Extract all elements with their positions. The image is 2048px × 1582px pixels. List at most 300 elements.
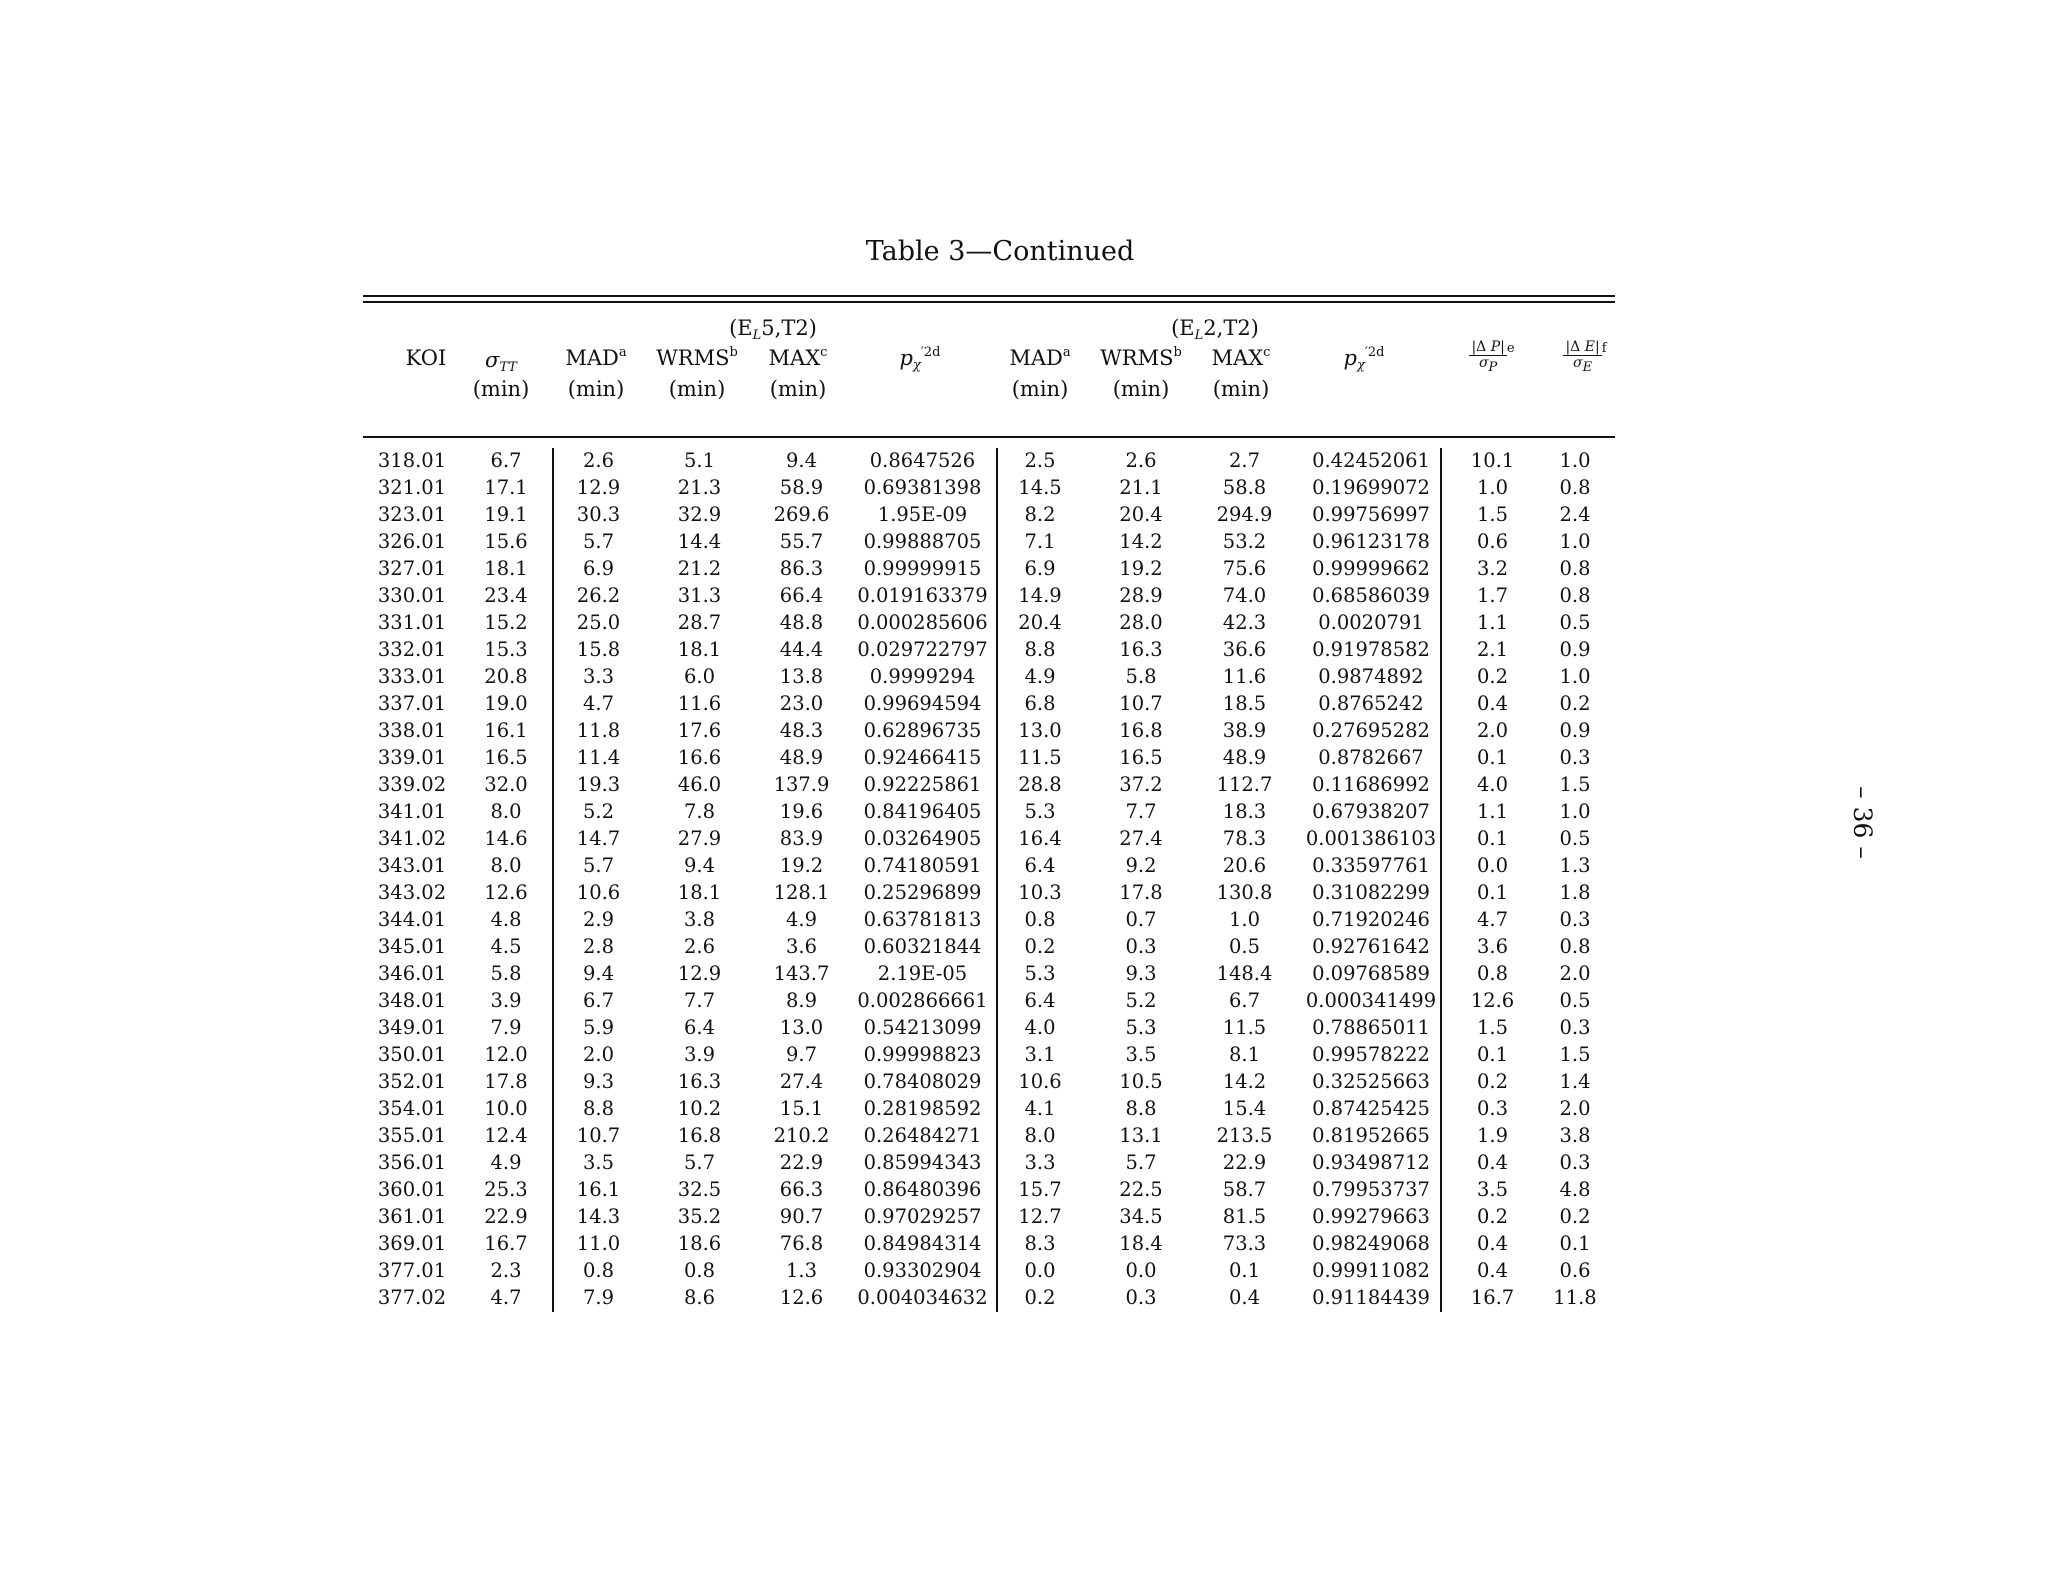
table-cell: 32.0	[484, 773, 528, 796]
table-cell: 4.9	[1024, 665, 1056, 688]
table-cell: 14.5	[1018, 476, 1062, 499]
table-cell: 1.5	[1559, 1043, 1591, 1066]
table-cell: 4.8	[1559, 1178, 1591, 1201]
table-cell: 2.0	[1476, 719, 1508, 742]
table-cell: 2.0	[1559, 1097, 1591, 1120]
table-row	[363, 1203, 1615, 1230]
table-cell: 0.1	[1476, 1043, 1508, 1066]
table-cell: 14.9	[1018, 584, 1062, 607]
table-cell: 1.0	[1559, 665, 1591, 688]
table-cell: 58.7	[1222, 1178, 1267, 1201]
table-cell: 4.1	[1024, 1097, 1056, 1120]
table-cell: 5.3	[1125, 1016, 1157, 1039]
table-cell: 19.2	[1119, 557, 1163, 580]
table-cell: 19.2	[779, 854, 824, 877]
table-cell: 0.92466415	[863, 746, 982, 769]
table-row	[363, 582, 1615, 609]
table-cell: 1.9	[1476, 1124, 1508, 1147]
table-cell: 8.0	[490, 854, 522, 877]
table-cell: 1.0	[1559, 530, 1591, 553]
table-cell: 0.78408029	[863, 1070, 982, 1093]
table-cell: 20.6	[1222, 854, 1267, 877]
table-cell: 2.8	[582, 935, 614, 958]
data-table	[363, 447, 1615, 1311]
table-cell: 12.4	[484, 1124, 528, 1147]
table-cell: 22.5	[1119, 1178, 1163, 1201]
table-row	[363, 1095, 1615, 1122]
table-cell: 0.001386103	[1305, 827, 1437, 850]
table-cell: 16.6	[677, 746, 722, 769]
koi-cell: 356.01	[377, 1151, 447, 1174]
table-cell: 10.0	[484, 1097, 528, 1120]
table-cell: 0.97029257	[863, 1205, 982, 1228]
table-cell: 34.5	[1119, 1205, 1163, 1228]
table-cell: 2.6	[1125, 449, 1157, 472]
table-cell: 5.8	[490, 962, 522, 985]
table-cell: 14.4	[677, 530, 722, 553]
table-cell: 15.1	[779, 1097, 824, 1120]
header-wrms-1: WRMS$^b$	[656, 345, 738, 370]
table-cell: 3.5	[1476, 1178, 1508, 1201]
table-cell: 0.42452061	[1312, 449, 1430, 472]
table-cell: 5.7	[582, 854, 614, 877]
table-cell: 4.7	[582, 692, 614, 715]
header-wrms-2: WRMS$^b$	[1100, 345, 1182, 370]
table-cell: 0.3	[1559, 908, 1591, 931]
table-cell: 17.8	[484, 1070, 528, 1093]
table-cell: 5.3	[1024, 800, 1056, 823]
table-cell: 0.3	[1125, 935, 1157, 958]
table-cell: 0.8	[1559, 935, 1591, 958]
table-cell: 0.019163379	[857, 584, 988, 607]
table-cell: 0.4	[1476, 1232, 1508, 1255]
table-cell: 1.5	[1476, 503, 1508, 526]
table-cell: 10.5	[1119, 1070, 1163, 1093]
koi-cell: 352.01	[377, 1070, 447, 1093]
table-cell: 3.2	[1476, 557, 1508, 580]
table-cell: 3.9	[490, 989, 522, 1012]
table-cell: 20.4	[1018, 611, 1062, 634]
koi-cell: 341.02	[377, 827, 447, 850]
table-cell: 0.4	[1228, 1286, 1260, 1309]
table-cell: 0.4	[1476, 1259, 1508, 1282]
table-cell: 3.6	[785, 935, 817, 958]
table-cell: 14.2	[1119, 530, 1163, 553]
table-cell: 22.9	[779, 1151, 824, 1174]
table-cell: 0.27695282	[1312, 719, 1430, 742]
table-cell: 2.7	[1228, 449, 1260, 472]
table-cell: 0.60321844	[863, 935, 982, 958]
table-cell: 5.1	[683, 449, 715, 472]
table-cell: 46.0	[677, 773, 722, 796]
header-p-chi-2: $p_\chi^{'2d}$	[1343, 345, 1385, 373]
table-cell: 0.8	[1559, 584, 1591, 607]
koi-cell: 369.01	[377, 1232, 447, 1255]
table-cell: 1.0	[1559, 449, 1591, 472]
table-cell: 0.5	[1559, 827, 1591, 850]
table-cell: 6.9	[1024, 557, 1056, 580]
table-cell: 4.0	[1476, 773, 1508, 796]
table-cell: 9.2	[1125, 854, 1157, 877]
table-cell: 5.7	[683, 1151, 715, 1174]
table-cell: 2.4	[1559, 503, 1591, 526]
table-cell: 0.0020791	[1318, 611, 1424, 634]
table-cell: 16.1	[484, 719, 528, 742]
table-cell: 16.7	[1470, 1286, 1515, 1309]
table-cell: 28.0	[1119, 611, 1163, 634]
header-sigma-tt-unit: (min)	[472, 377, 530, 401]
table-cell: 6.8	[1024, 692, 1056, 715]
table-cell: 0.74180591	[863, 854, 982, 877]
table-cell: 0.84984314	[863, 1232, 982, 1255]
table-cell: 213.5	[1216, 1124, 1273, 1147]
table-cell: 21.1	[1119, 476, 1163, 499]
table-cell: 55.7	[779, 530, 824, 553]
table-cell: 12.6	[484, 881, 528, 904]
table-cell: 2.0	[1559, 962, 1591, 985]
table-cell: 13.8	[779, 665, 824, 688]
koi-cell: 318.01	[377, 449, 447, 472]
koi-cell: 350.01	[377, 1043, 447, 1066]
table-cell: 0.8	[1559, 476, 1591, 499]
header-delta-p: $\frac{\text{|Δ P|}}{\sigma_P}$ $^e$	[1471, 339, 1515, 375]
table-cell: 12.9	[677, 962, 722, 985]
table-cell: 10.7	[576, 1124, 621, 1147]
table-cell: 12.0	[484, 1043, 528, 1066]
table-cell: 8.8	[582, 1097, 614, 1120]
table-cell: 2.1	[1476, 638, 1508, 661]
table-cell: 48.3	[779, 719, 824, 742]
table-row	[363, 555, 1615, 582]
table-cell: 0.99279663	[1312, 1205, 1430, 1228]
table-cell: 16.4	[1018, 827, 1062, 850]
table-cell: 0.2	[1559, 692, 1591, 715]
table-cell: 0.8	[582, 1259, 614, 1282]
koi-cell: 345.01	[377, 935, 447, 958]
table-cell: 18.5	[1222, 692, 1267, 715]
table-cell: 0.03264905	[863, 827, 982, 850]
table-cell: 8.6	[683, 1286, 715, 1309]
table-row	[363, 906, 1615, 933]
table-cell: 16.8	[1119, 719, 1163, 742]
table-cell: 86.3	[779, 557, 824, 580]
table-row	[363, 879, 1615, 906]
table-cell: 0.2	[1476, 1205, 1508, 1228]
koi-cell: 377.02	[377, 1286, 447, 1309]
table-cell: 0.4	[1476, 692, 1508, 715]
table-cell: 0.8765242	[1318, 692, 1424, 715]
table-cell: 8.0	[1024, 1124, 1056, 1147]
table-cell: 0.3	[1559, 1016, 1591, 1039]
table-cell: 6.7	[1228, 989, 1260, 1012]
table-cell: 0.3	[1476, 1097, 1508, 1120]
table-cell: 0.62896735	[863, 719, 982, 742]
table-cell: 130.8	[1216, 881, 1273, 904]
header-koi: KOI	[405, 346, 447, 370]
table-cell: 19.1	[484, 503, 528, 526]
table-cell: 44.4	[779, 638, 824, 661]
table-cell: 10.3	[1018, 881, 1062, 904]
table-cell: 0.91978582	[1312, 638, 1430, 661]
table-cell: 73.3	[1222, 1232, 1267, 1255]
table-cell: 0.8	[683, 1259, 715, 1282]
table-cell: 0.1	[1476, 827, 1508, 850]
table-cell: 0.3	[1125, 1286, 1157, 1309]
table-cell: 1.95E-09	[877, 503, 968, 526]
koi-cell: 330.01	[377, 584, 447, 607]
table-cell: 0.6	[1476, 530, 1508, 553]
table-cell: 0.002866661	[857, 989, 988, 1012]
table-cell: 75.6	[1222, 557, 1267, 580]
table-cell: 58.9	[779, 476, 824, 499]
table-cell: 27.4	[779, 1070, 824, 1093]
table-row	[363, 609, 1615, 636]
table-cell: 11.0	[576, 1232, 621, 1255]
table-cell: 22.9	[484, 1205, 528, 1228]
table-cell: 0.92761642	[1312, 935, 1430, 958]
table-cell: 0.2	[1559, 1205, 1591, 1228]
table-row	[363, 1122, 1615, 1149]
table-cell: 0.4	[1476, 1151, 1508, 1174]
header-max-2-unit: (min)	[1212, 377, 1270, 401]
table-cell: 6.4	[1024, 854, 1056, 877]
table-cell: 37.2	[1119, 773, 1163, 796]
table-cell: 0.6	[1559, 1259, 1591, 1282]
table-cell: 1.1	[1476, 611, 1508, 634]
table-cell: 16.8	[677, 1124, 722, 1147]
table-cell: 0.8647526	[869, 449, 976, 472]
header-max-2: MAX$^c$	[1211, 345, 1271, 370]
top-double-rule-2	[363, 301, 1615, 303]
table-cell: 0.93302904	[863, 1259, 982, 1282]
table-cell: 0.2	[1476, 1070, 1508, 1093]
header-max-1: MAX$^c$	[768, 345, 828, 370]
table-cell: 0.25296899	[863, 881, 982, 904]
table-cell: 32.9	[677, 503, 722, 526]
table-cell: 66.4	[779, 584, 824, 607]
table-cell: 10.2	[677, 1097, 722, 1120]
table-cell: 6.4	[683, 1016, 715, 1039]
table-cell: 16.5	[484, 746, 528, 769]
table-cell: 25.3	[484, 1178, 528, 1201]
koi-cell: 348.01	[377, 989, 447, 1012]
koi-cell: 339.01	[377, 746, 447, 769]
table-cell: 210.2	[773, 1124, 830, 1147]
table-cell: 0.92225861	[863, 773, 982, 796]
table-cell: 18.6	[677, 1232, 722, 1255]
table-cell: 0.1	[1559, 1232, 1591, 1255]
table-row	[363, 1068, 1615, 1095]
table-cell: 0.67938207	[1312, 800, 1430, 823]
table-cell: 6.7	[582, 989, 614, 1012]
table-cell: 3.3	[582, 665, 614, 688]
table-cell: 12.6	[779, 1286, 824, 1309]
table-cell: 11.8	[1553, 1286, 1597, 1309]
table-cell: 12.7	[1018, 1205, 1062, 1228]
table-cell: 27.9	[677, 827, 722, 850]
table-cell: 18.1	[677, 638, 722, 661]
table-cell: 17.1	[484, 476, 528, 499]
table-cell: 5.2	[582, 800, 614, 823]
table-cell: 3.5	[582, 1151, 614, 1174]
table-cell: 143.7	[773, 962, 830, 985]
koi-cell: 332.01	[377, 638, 447, 661]
table-cell: 0.99999662	[1312, 557, 1430, 580]
table-cell: 112.7	[1216, 773, 1273, 796]
table-cell: 1.8	[1559, 881, 1591, 904]
table-cell: 28.9	[1119, 584, 1163, 607]
table-cell: 76.8	[779, 1232, 824, 1255]
table-row	[363, 825, 1615, 852]
table-cell: 3.8	[1559, 1124, 1591, 1147]
table-row	[363, 852, 1615, 879]
table-cell: 3.8	[683, 908, 715, 931]
table-cell: 0.9999294	[869, 665, 976, 688]
table-cell: 0.96123178	[1312, 530, 1430, 553]
table-cell: 0.99694594	[863, 692, 982, 715]
koi-cell: 337.01	[377, 692, 447, 715]
table-cell: 11.6	[1222, 665, 1267, 688]
table-cell: 3.5	[1125, 1043, 1157, 1066]
table-cell: 2.0	[582, 1043, 614, 1066]
table-cell: 19.6	[779, 800, 824, 823]
table-cell: 9.7	[785, 1043, 817, 1066]
table-cell: 4.9	[490, 1151, 522, 1174]
table-cell: 27.4	[1119, 827, 1163, 850]
table-cell: 48.8	[779, 611, 824, 634]
table-cell: 31.3	[677, 584, 722, 607]
table-cell: 3.3	[1024, 1151, 1056, 1174]
table-cell: 0.9874892	[1318, 665, 1424, 688]
table-row	[363, 447, 1615, 474]
table-cell: 0.9	[1559, 719, 1591, 742]
table-cell: 2.6	[582, 449, 614, 472]
table-cell: 0.2	[1024, 1286, 1056, 1309]
table-cell: 17.6	[677, 719, 722, 742]
table-row	[363, 1284, 1615, 1311]
table-cell: 0.004034632	[857, 1286, 988, 1309]
table-cell: 90.7	[779, 1205, 824, 1228]
table-row	[363, 528, 1615, 555]
table-cell: 137.9	[773, 773, 830, 796]
table-cell: 0.0	[1024, 1259, 1056, 1282]
table-cell: 19.0	[484, 692, 528, 715]
table-cell: 11.4	[576, 746, 621, 769]
table-row	[363, 1176, 1615, 1203]
table-cell: 28.8	[1018, 773, 1062, 796]
table-cell: 0.8	[1024, 908, 1056, 931]
table-cell: 0.31082299	[1312, 881, 1430, 904]
table-cell: 0.79953737	[1312, 1178, 1430, 1201]
table-cell: 0.93498712	[1312, 1151, 1430, 1174]
table-cell: 9.4	[683, 854, 715, 877]
table-cell: 9.3	[582, 1070, 614, 1093]
table-cell: 16.3	[1119, 638, 1163, 661]
table-cell: 15.7	[1018, 1178, 1062, 1201]
header-mad-1: MAD$^a$	[565, 345, 627, 370]
header-wrms-1-unit: (min)	[668, 377, 726, 401]
table-cell: 0.09768589	[1312, 962, 1430, 985]
table-cell: 1.1	[1476, 800, 1508, 823]
table-cell: 0.3	[1559, 1151, 1591, 1174]
table-cell: 10.6	[1018, 1070, 1062, 1093]
table-cell: 16.1	[576, 1178, 621, 1201]
table-cell: 4.0	[1024, 1016, 1056, 1039]
table-cell: 0.68586039	[1312, 584, 1430, 607]
table-cell: 17.8	[1119, 881, 1163, 904]
table-cell: 5.2	[1125, 989, 1157, 1012]
table-cell: 7.9	[490, 1016, 522, 1039]
koi-cell: 331.01	[377, 611, 447, 634]
table-cell: 0.99998823	[863, 1043, 982, 1066]
table-row	[363, 960, 1615, 987]
table-cell: 11.8	[576, 719, 621, 742]
table-cell: 5.8	[1125, 665, 1157, 688]
table-cell: 1.3	[1559, 854, 1591, 877]
table-cell: 11.5	[1018, 746, 1062, 769]
table-cell: 2.19E-05	[877, 962, 968, 985]
table-cell: 2.3	[490, 1259, 522, 1282]
koi-cell: 338.01	[377, 719, 447, 742]
table-cell: 7.8	[683, 800, 715, 823]
table-cell: 53.2	[1222, 530, 1267, 553]
table-cell: 28.7	[677, 611, 722, 634]
table-cell: 35.2	[677, 1205, 722, 1228]
table-row	[363, 501, 1615, 528]
table-caption: Table 3—Continued	[865, 236, 1135, 267]
table-cell: 15.3	[484, 638, 528, 661]
table-cell: 4.5	[490, 935, 522, 958]
table-cell: 2.5	[1024, 449, 1056, 472]
table-row	[363, 1041, 1615, 1068]
table-cell: 8.2	[1024, 503, 1056, 526]
table-cell: 11.5	[1222, 1016, 1267, 1039]
koi-cell: 346.01	[377, 962, 447, 985]
table-row	[363, 987, 1615, 1014]
table-row	[363, 1257, 1615, 1284]
table-cell: 0.2	[1024, 935, 1056, 958]
table-cell: 32.5	[677, 1178, 722, 1201]
table-cell: 16.7	[484, 1232, 528, 1255]
table-cell: 3.6	[1476, 935, 1508, 958]
koi-cell: 321.01	[377, 476, 447, 499]
header-mad-2: MAD$^a$	[1009, 345, 1071, 370]
koi-cell: 327.01	[377, 557, 447, 580]
table-cell: 10.6	[576, 881, 621, 904]
table-cell: 1.0	[1228, 908, 1260, 931]
table-cell: 12.6	[1470, 989, 1515, 1012]
table-cell: 0.1	[1476, 746, 1508, 769]
table-cell: 0.5	[1228, 935, 1260, 958]
table-cell: 15.4	[1222, 1097, 1267, 1120]
koi-cell: 361.01	[377, 1205, 447, 1228]
table-cell: 13.0	[779, 1016, 824, 1039]
table-cell: 0.0	[1125, 1259, 1157, 1282]
table-cell: 1.0	[1476, 476, 1508, 499]
table-cell: 14.7	[576, 827, 621, 850]
table-cell: 0.26484271	[863, 1124, 982, 1147]
table-cell: 0.000285606	[857, 611, 988, 634]
table-body	[363, 447, 1615, 1311]
table-cell: 36.6	[1222, 638, 1267, 661]
table-cell: 0.98249068	[1312, 1232, 1430, 1255]
table-cell: 58.8	[1222, 476, 1267, 499]
table-cell: 26.2	[576, 584, 621, 607]
group-label-el5-t2: $(E_L5,T2)$	[729, 316, 817, 343]
table-cell: 0.33597761	[1312, 854, 1430, 877]
table-cell: 0.81952665	[1312, 1124, 1430, 1147]
header-bottom-rule	[363, 436, 1615, 438]
